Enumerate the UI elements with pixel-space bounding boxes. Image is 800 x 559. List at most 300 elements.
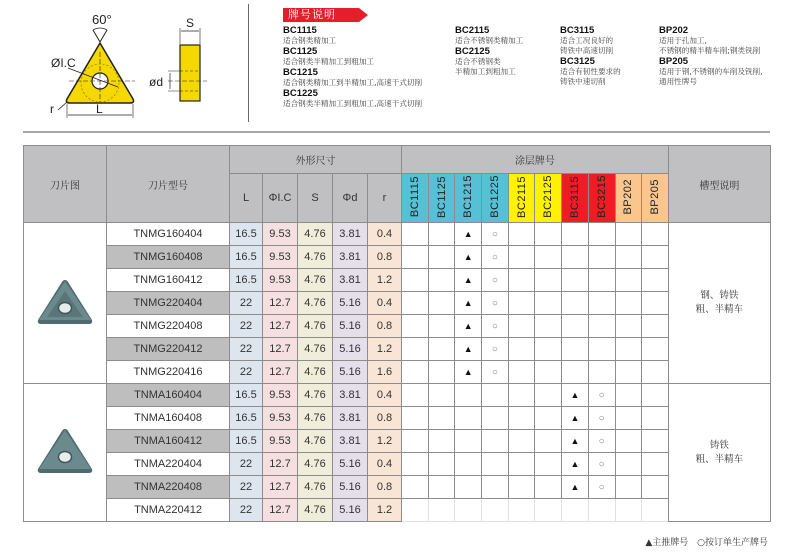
grade-label: BP205 <box>649 178 662 215</box>
table-row <box>24 453 771 476</box>
grade-cell <box>508 315 535 338</box>
dim-ic-cell: 12.7 <box>263 453 298 476</box>
grade-description: 适合不锈钢类 <box>455 57 501 66</box>
dim-l-cell: 22 <box>230 338 263 361</box>
header-coating-group: 涂层牌号 <box>402 146 669 174</box>
grade-label: BC1215 <box>462 175 475 218</box>
grade-cell <box>642 338 669 361</box>
header-dim-d: Φd <box>333 174 368 223</box>
grade-cell <box>402 269 429 292</box>
grade-cell <box>428 292 455 315</box>
header-grade-bc2115 <box>508 174 535 223</box>
insert-image-cell <box>24 223 107 384</box>
grade-cell <box>615 361 642 384</box>
table-row <box>24 499 771 522</box>
grade-cell <box>535 223 562 246</box>
grade-cell <box>535 407 562 430</box>
table-row <box>24 430 771 453</box>
grade-cell <box>402 384 429 407</box>
grade-cell <box>535 453 562 476</box>
grade-cell <box>535 269 562 292</box>
grade-description: 适合有韧性要求的 <box>560 67 621 76</box>
dim-s-cell: 4.76 <box>298 407 333 430</box>
header-dimensions-group: 外形尺寸 <box>230 146 402 174</box>
grade-cell <box>535 315 562 338</box>
grade-cell <box>615 476 642 499</box>
dim-l-cell: 22 <box>230 292 263 315</box>
header-dim-L: L <box>230 174 263 223</box>
dim-d-cell: 3.81 <box>333 407 368 430</box>
grade-cell <box>508 269 535 292</box>
grade-label: BC1125 <box>435 175 448 218</box>
grade-description: 适合钢类精加工 <box>283 36 337 45</box>
grade-cell <box>615 430 642 453</box>
grade-cell <box>455 499 482 522</box>
insert-spec-table <box>23 145 771 522</box>
header-dim-IC: ΦI.C <box>263 174 298 223</box>
grade-cell <box>562 269 589 292</box>
recommended-mark: ▲ <box>455 315 482 338</box>
grade-cell <box>455 453 482 476</box>
dim-s-cell: 4.76 <box>298 499 333 522</box>
dim-r-cell: 0.4 <box>368 384 402 407</box>
dim-s-cell: 4.76 <box>298 292 333 315</box>
table-row <box>24 476 771 499</box>
header-grade-bc1125 <box>428 174 455 223</box>
model-cell: TNMA160404 <box>107 384 230 407</box>
grade-cell <box>428 499 455 522</box>
dim-d-cell: 3.81 <box>333 430 368 453</box>
grade-description: 适合工况良好的 <box>560 36 614 45</box>
dim-s-cell: 4.76 <box>298 269 333 292</box>
grade-name: BP202 <box>659 25 689 36</box>
grade-cell <box>562 223 589 246</box>
grade-cell <box>615 315 642 338</box>
on-order-mark: ○ <box>588 407 615 430</box>
on-order-mark: ○ <box>588 453 615 476</box>
grade-cell <box>535 499 562 522</box>
grade-description: 通用性牌号 <box>659 77 697 86</box>
grade-cell <box>642 453 669 476</box>
grade-cell <box>535 384 562 407</box>
grade-description: 适合钢类半精加工到粗加工,高速干式切削 <box>283 99 423 108</box>
s-label: S <box>186 16 195 30</box>
ic-label: ØI.C <box>51 56 76 70</box>
dim-ic-cell: 9.53 <box>263 384 298 407</box>
grade-cell <box>562 246 589 269</box>
model-cell: TNMG220404 <box>107 292 230 315</box>
grade-cell <box>508 246 535 269</box>
grade-cell <box>508 476 535 499</box>
grade-cell <box>508 338 535 361</box>
dim-s-cell: 4.76 <box>298 361 333 384</box>
on-order-mark: ○ <box>482 223 509 246</box>
dim-ic-cell: 9.53 <box>263 246 298 269</box>
grade-cell <box>535 246 562 269</box>
grade-cell <box>428 361 455 384</box>
model-cell: TNMA220412 <box>107 499 230 522</box>
dim-l-cell: 22 <box>230 361 263 384</box>
grade-cell <box>535 476 562 499</box>
grade-cell <box>615 292 642 315</box>
header-grade-bc1225 <box>482 174 509 223</box>
grade-cell <box>535 361 562 384</box>
grade-cell <box>642 499 669 522</box>
grade-cell <box>508 453 535 476</box>
legend-on-order: ○按订单生产牌号 <box>697 538 768 548</box>
legend-recommended: ▲主推牌号 <box>645 538 689 548</box>
r-label: r <box>50 102 54 116</box>
grade-cell <box>402 361 429 384</box>
grade-label: BC2115 <box>515 175 528 218</box>
model-cell: TNMG220408 <box>107 315 230 338</box>
grade-description: 适合钢类精加工到半精加工,高速干式切削 <box>283 78 423 87</box>
grade-cell <box>642 269 669 292</box>
grade-cell <box>455 476 482 499</box>
model-cell: TNMG160408 <box>107 246 230 269</box>
dim-d-cell: 5.16 <box>333 315 368 338</box>
grade-cell <box>428 269 455 292</box>
grade-name: BP205 <box>659 56 689 67</box>
tnma-insert-image <box>36 426 94 476</box>
grade-cell <box>588 223 615 246</box>
dim-r-cell: 0.4 <box>368 223 402 246</box>
tnmg-insert-image <box>36 277 94 327</box>
grade-label: BC1225 <box>488 175 501 218</box>
grade-name: BC1215 <box>283 67 318 78</box>
grade-cell <box>402 315 429 338</box>
recommended-mark: ▲ <box>562 430 589 453</box>
table-row <box>24 338 771 361</box>
dim-ic-cell: 12.7 <box>263 499 298 522</box>
l-label: L <box>96 102 103 116</box>
d-label: ød <box>149 75 164 89</box>
insert-hole <box>59 302 72 313</box>
dim-l-cell: 22 <box>230 499 263 522</box>
grade-cell <box>588 361 615 384</box>
grade-cell <box>508 430 535 453</box>
grade-cell <box>428 246 455 269</box>
grade-cell <box>642 407 669 430</box>
section-divider-vertical <box>248 4 249 122</box>
model-cell: TNMA220408 <box>107 476 230 499</box>
dim-s-cell: 4.76 <box>298 453 333 476</box>
insert-geometry-diagram <box>0 0 250 125</box>
header-grade-bc3115 <box>562 174 589 223</box>
dim-l-cell: 16.5 <box>230 407 263 430</box>
dim-ic-cell: 12.7 <box>263 361 298 384</box>
model-cell: TNMG220412 <box>107 338 230 361</box>
grade-cell <box>402 223 429 246</box>
dim-r-cell: 0.4 <box>368 292 402 315</box>
grade-description: 适合不锈钢类精加工 <box>455 36 524 45</box>
grade-cell <box>562 292 589 315</box>
table-row <box>24 407 771 430</box>
grade-cell <box>508 361 535 384</box>
grade-cell <box>428 453 455 476</box>
dim-r-cell: 1.2 <box>368 338 402 361</box>
angle-arc <box>93 28 107 30</box>
header-model: 刀片型号 <box>107 146 230 223</box>
chipbreaker-description <box>668 384 770 522</box>
dim-l-cell: 16.5 <box>230 430 263 453</box>
dim-d-cell: 5.16 <box>333 476 368 499</box>
dim-d-cell: 5.16 <box>333 453 368 476</box>
grade-cell <box>482 499 509 522</box>
section-divider-horizontal <box>23 131 770 133</box>
side-view-shape <box>180 45 200 101</box>
header-dim-S: S <box>298 174 333 223</box>
grade-cell <box>508 407 535 430</box>
header-grade-bp205 <box>642 174 669 223</box>
grade-cell <box>642 246 669 269</box>
grade-cell <box>428 407 455 430</box>
grade-cell <box>402 430 429 453</box>
grade-cell <box>402 407 429 430</box>
grade-cell <box>508 292 535 315</box>
on-order-mark: ○ <box>482 315 509 338</box>
on-order-mark: ○ <box>482 269 509 292</box>
dim-ic-cell: 12.7 <box>263 338 298 361</box>
recommended-mark: ▲ <box>455 292 482 315</box>
dim-r-cell: 1.2 <box>368 269 402 292</box>
grade-description: 适用于钢,不锈钢的车削及铣削, <box>659 67 763 76</box>
grade-cell <box>535 430 562 453</box>
table-row <box>24 223 771 246</box>
grade-cell <box>642 430 669 453</box>
dim-r-cell: 0.8 <box>368 407 402 430</box>
on-order-mark: ○ <box>588 384 615 407</box>
dim-s-cell: 4.76 <box>298 384 333 407</box>
grade-name: BC2125 <box>455 46 490 57</box>
grade-cell <box>615 338 642 361</box>
grade-name: BC1115 <box>283 25 317 36</box>
grade-cell <box>402 292 429 315</box>
grade-cell <box>535 292 562 315</box>
grade-cell <box>642 223 669 246</box>
header-chipbreaker: 槽型说明 <box>668 146 770 223</box>
grade-cell <box>588 315 615 338</box>
grade-description: 铸铁中速切削 <box>560 77 606 86</box>
on-order-mark: ○ <box>482 338 509 361</box>
grade-label: BC3115 <box>568 175 581 218</box>
grade-name: BC3125 <box>560 56 595 67</box>
dim-ic-cell: 9.53 <box>263 430 298 453</box>
grade-cell <box>562 499 589 522</box>
grade-cell <box>562 315 589 338</box>
recommended-mark: ▲ <box>562 407 589 430</box>
grade-cell <box>508 223 535 246</box>
header-grade-bc2125 <box>535 174 562 223</box>
grade-cell <box>455 384 482 407</box>
grade-name: BC1225 <box>283 88 318 99</box>
grade-cell <box>588 292 615 315</box>
dim-r-cell: 0.8 <box>368 315 402 338</box>
table-row <box>24 269 771 292</box>
grade-legend-column <box>659 25 763 87</box>
dim-l-cell: 22 <box>230 453 263 476</box>
chipbreaker-description-line: 粗、半精车 <box>695 453 744 465</box>
grade-cell <box>588 338 615 361</box>
recommended-mark: ▲ <box>562 384 589 407</box>
dim-r-cell: 0.8 <box>368 476 402 499</box>
table-row <box>24 315 771 338</box>
grade-description: 适合钢类半精加工到粗加工 <box>283 57 375 66</box>
dim-d-cell: 5.16 <box>333 361 368 384</box>
dim-l-cell: 16.5 <box>230 384 263 407</box>
recommended-mark: ▲ <box>455 338 482 361</box>
chipbreaker-description-line: 钢、铸铁 <box>700 290 739 301</box>
recommended-mark: ▲ <box>455 361 482 384</box>
grade-cell <box>428 476 455 499</box>
dim-d-cell: 3.81 <box>333 384 368 407</box>
dim-l-cell: 22 <box>230 315 263 338</box>
dim-d-cell: 3.81 <box>333 246 368 269</box>
dim-l-cell: 22 <box>230 476 263 499</box>
dim-s-cell: 4.76 <box>298 338 333 361</box>
dim-ic-cell: 12.7 <box>263 292 298 315</box>
recommended-mark: ▲ <box>562 476 589 499</box>
dim-r-cell: 1.6 <box>368 361 402 384</box>
dim-r-cell: 1.2 <box>368 499 402 522</box>
grade-cell <box>482 384 509 407</box>
header-grade-bc3215 <box>588 174 615 223</box>
grade-cell <box>402 246 429 269</box>
model-cell: TNMG220416 <box>107 361 230 384</box>
grade-cell <box>482 430 509 453</box>
mark-legend <box>639 535 768 548</box>
dim-s-cell: 4.76 <box>298 246 333 269</box>
dim-ic-cell: 12.7 <box>263 476 298 499</box>
on-order-mark: ○ <box>482 292 509 315</box>
recommended-mark: ▲ <box>455 269 482 292</box>
header-grade-bp202 <box>615 174 642 223</box>
dim-s-cell: 4.76 <box>298 476 333 499</box>
dim-ic-cell: 9.53 <box>263 223 298 246</box>
grade-cell <box>455 407 482 430</box>
insert-hole <box>59 452 72 463</box>
grade-cell <box>428 315 455 338</box>
dim-d-cell: 5.16 <box>333 338 368 361</box>
table-row <box>24 292 771 315</box>
grade-cell <box>482 476 509 499</box>
grade-cell <box>642 384 669 407</box>
grade-cell <box>402 453 429 476</box>
grade-cell <box>615 407 642 430</box>
angle-line-right <box>100 30 107 42</box>
grade-cell <box>508 499 535 522</box>
dim-r-cell: 1.2 <box>368 430 402 453</box>
table-row <box>24 246 771 269</box>
grade-cell <box>615 453 642 476</box>
grade-cell <box>428 338 455 361</box>
grade-cell <box>642 315 669 338</box>
grade-cell <box>615 269 642 292</box>
chipbreaker-description <box>668 223 770 384</box>
model-cell: TNMA220404 <box>107 453 230 476</box>
dim-d-cell: 5.16 <box>333 292 368 315</box>
grade-label: BC1115 <box>408 175 421 218</box>
grade-cell <box>482 453 509 476</box>
grade-cell <box>562 361 589 384</box>
grade-cell <box>642 292 669 315</box>
header-grade-bc1115 <box>402 174 429 223</box>
grade-cell <box>455 430 482 453</box>
grade-cell <box>508 384 535 407</box>
grade-cell <box>642 476 669 499</box>
r-leader <box>58 102 67 110</box>
chipbreaker-description-line: 粗、半精车 <box>695 304 744 315</box>
dim-l-cell: 16.5 <box>230 223 263 246</box>
grade-cell <box>642 361 669 384</box>
on-order-mark: ○ <box>482 246 509 269</box>
grade-label: BP202 <box>622 178 635 215</box>
on-order-mark: ○ <box>482 361 509 384</box>
dim-d-cell: 3.81 <box>333 269 368 292</box>
grade-legend-title: 牌号说明 <box>288 8 336 21</box>
model-cell: TNMG160404 <box>107 223 230 246</box>
grade-cell <box>402 476 429 499</box>
model-cell: TNMG160412 <box>107 269 230 292</box>
angle-line-left <box>93 30 100 42</box>
dim-r-cell: 0.8 <box>368 246 402 269</box>
grade-legend-column <box>560 25 621 87</box>
grade-label: BC3215 <box>595 175 608 218</box>
recommended-mark: ▲ <box>455 246 482 269</box>
grade-cell <box>402 499 429 522</box>
header-grade-bc1215 <box>455 174 482 223</box>
grade-name: BC2115 <box>455 25 490 36</box>
chipbreaker-description-line: 铸铁 <box>709 439 729 451</box>
on-order-mark: ○ <box>588 476 615 499</box>
model-cell: TNMA160408 <box>107 407 230 430</box>
recommended-mark: ▲ <box>455 223 482 246</box>
insert-image-cell <box>24 384 107 522</box>
header-dim-r: r <box>368 174 402 223</box>
dim-ic-cell: 9.53 <box>263 407 298 430</box>
dim-s-cell: 4.76 <box>298 315 333 338</box>
grade-cell <box>428 223 455 246</box>
grade-description: 适用于孔加工, <box>659 36 707 45</box>
dim-ic-cell: 12.7 <box>263 315 298 338</box>
grade-cell <box>615 384 642 407</box>
dim-r-cell: 0.4 <box>368 453 402 476</box>
grade-cell <box>588 269 615 292</box>
dim-l-cell: 16.5 <box>230 269 263 292</box>
dim-l-cell: 16.5 <box>230 246 263 269</box>
dim-ic-cell: 9.53 <box>263 269 298 292</box>
dim-s-cell: 4.76 <box>298 223 333 246</box>
dim-s-cell: 4.76 <box>298 430 333 453</box>
recommended-mark: ▲ <box>562 453 589 476</box>
grade-cell <box>428 384 455 407</box>
grade-description: 铸铁中高速切削 <box>560 46 614 55</box>
grade-cell <box>615 223 642 246</box>
grade-cell <box>535 338 562 361</box>
grade-name: BC1125 <box>283 46 318 57</box>
on-order-mark: ○ <box>588 430 615 453</box>
grade-cell <box>402 338 429 361</box>
grade-cell <box>428 430 455 453</box>
grade-cell <box>615 246 642 269</box>
grade-cell <box>482 407 509 430</box>
grade-name: BC3115 <box>560 25 595 36</box>
model-cell: TNMA160412 <box>107 430 230 453</box>
table-row <box>24 361 771 384</box>
grade-description: 半精加工到粗加工 <box>455 67 516 76</box>
header-insert-image: 刀片图 <box>24 146 107 223</box>
grade-label: BC2125 <box>542 175 555 218</box>
